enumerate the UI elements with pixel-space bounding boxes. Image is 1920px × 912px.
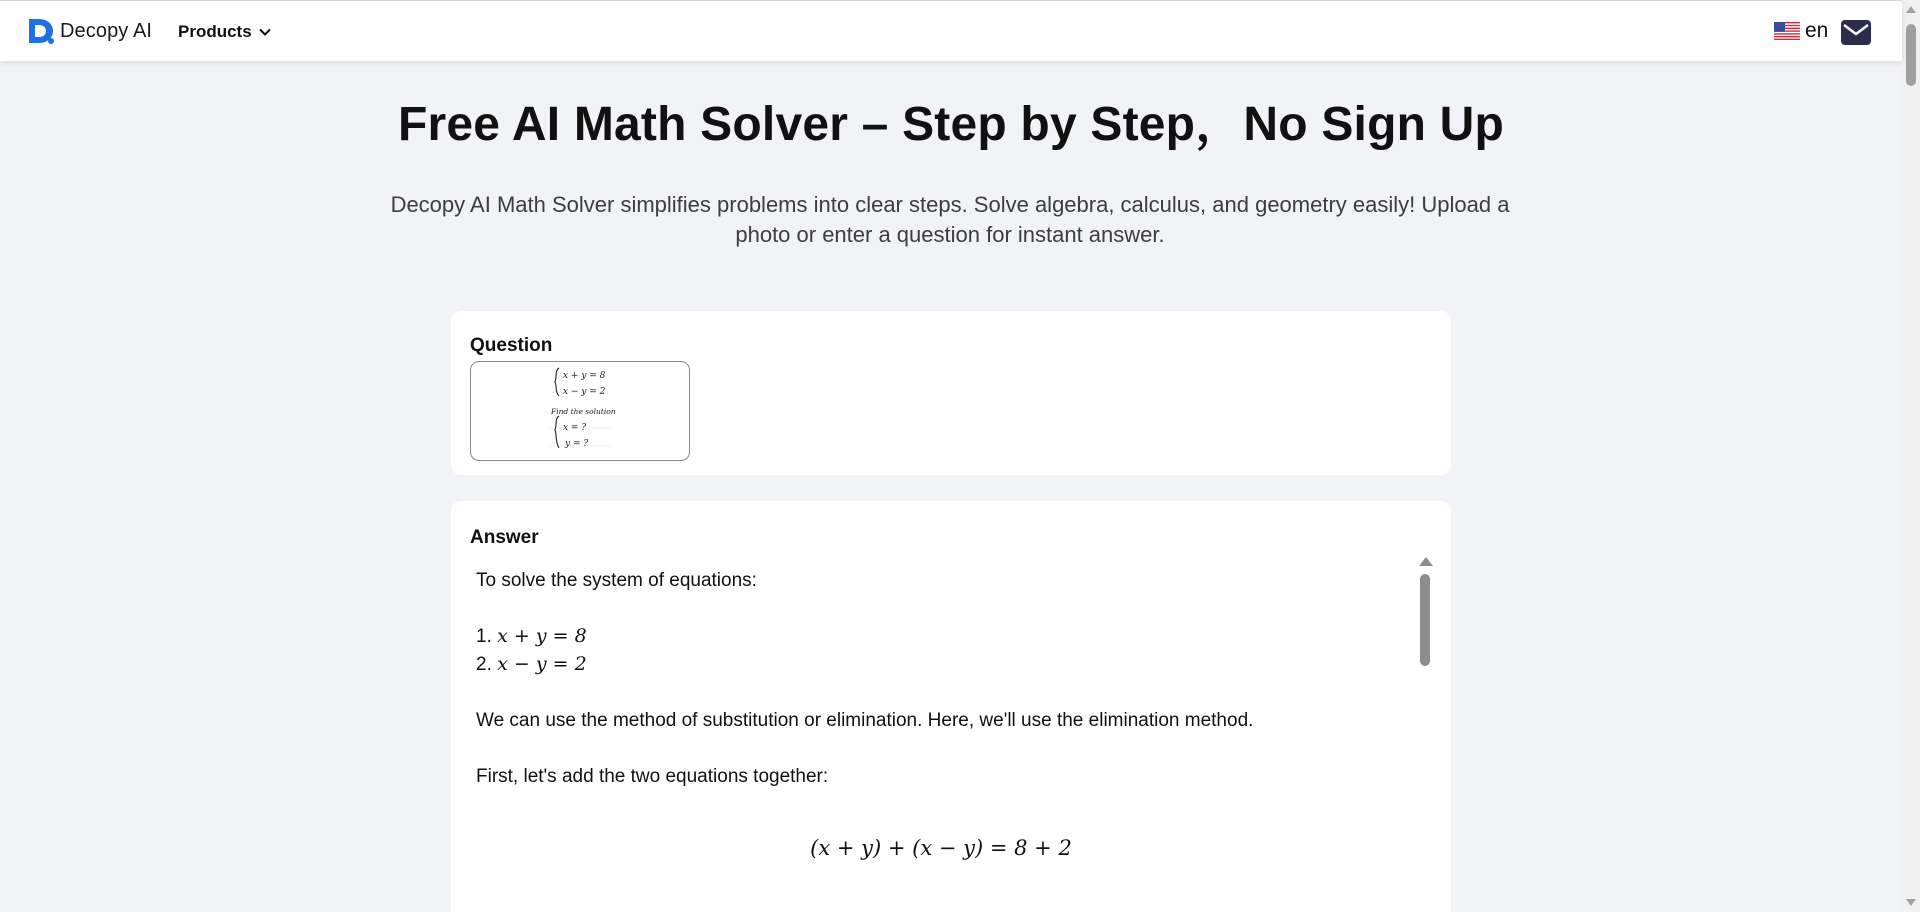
scroll-down-arrow-icon[interactable] [1906, 899, 1916, 906]
equation-1 [476, 625, 587, 648]
chevron-down-icon [258, 25, 272, 39]
page-scrollbar[interactable] [1902, 0, 1920, 912]
image-line-5: y = ? [565, 439, 589, 449]
answer-step-1: First, let's add the two equations together: [476, 766, 829, 787]
image-line-4: x = ? [563, 423, 587, 433]
image-line-3: Find the solution [551, 407, 616, 416]
display-equation: (x + y) + (x − y) = 8 + 2 [810, 836, 1072, 860]
products-label: Products [178, 22, 252, 41]
image-line-2: x − y = 2 [563, 387, 606, 397]
image-line-1: x + y = 8 [563, 371, 606, 381]
language-label: en [1805, 19, 1829, 42]
page-title: Free AI Math Solver – Step by Step，No Sign Up [397, 98, 1505, 151]
decopy-logo-icon [26, 17, 56, 45]
top-navbar [0, 0, 1902, 61]
scrollbar-thumb[interactable] [1906, 24, 1916, 86]
logo-text: Decopy AI [60, 19, 153, 42]
question-label: Question [470, 335, 553, 356]
equation-1-number: 1. [476, 626, 492, 647]
answer-scrollbar-thumb[interactable] [1420, 574, 1430, 666]
language-selector[interactable] [1774, 19, 1828, 43]
equation-1-text: x + y = 8 [497, 625, 587, 647]
equation-2 [476, 653, 587, 676]
handwritten-question-image [471, 362, 690, 461]
products-menu[interactable] [178, 22, 272, 42]
answer-method: We can use the method of substitution or elimination. Here, we'll use the elimination method. [476, 710, 1254, 731]
answer-scrollbar[interactable] [1417, 557, 1433, 912]
scroll-up-arrow-icon[interactable] [1906, 6, 1916, 13]
question-image-thumbnail[interactable] [470, 361, 690, 461]
mail-icon[interactable] [1841, 20, 1871, 45]
answer-label: Answer [470, 527, 539, 548]
us-flag-icon [1774, 22, 1800, 40]
question-card [451, 311, 1451, 475]
page-subtitle: Decopy AI Math Solver simplifies problems into clear steps. Solve algebra, calculus, and geometry easily! Upload a photo or enter a question for instant answer. [390, 192, 1510, 247]
equation-2-number: 2. [476, 654, 492, 675]
answer-intro: To solve the system of equations: [476, 570, 757, 591]
answer-card [451, 501, 1451, 912]
logo[interactable] [26, 17, 152, 45]
equation-2-text: x − y = 2 [497, 653, 587, 675]
answer-scroll-up-icon[interactable] [1419, 557, 1433, 566]
